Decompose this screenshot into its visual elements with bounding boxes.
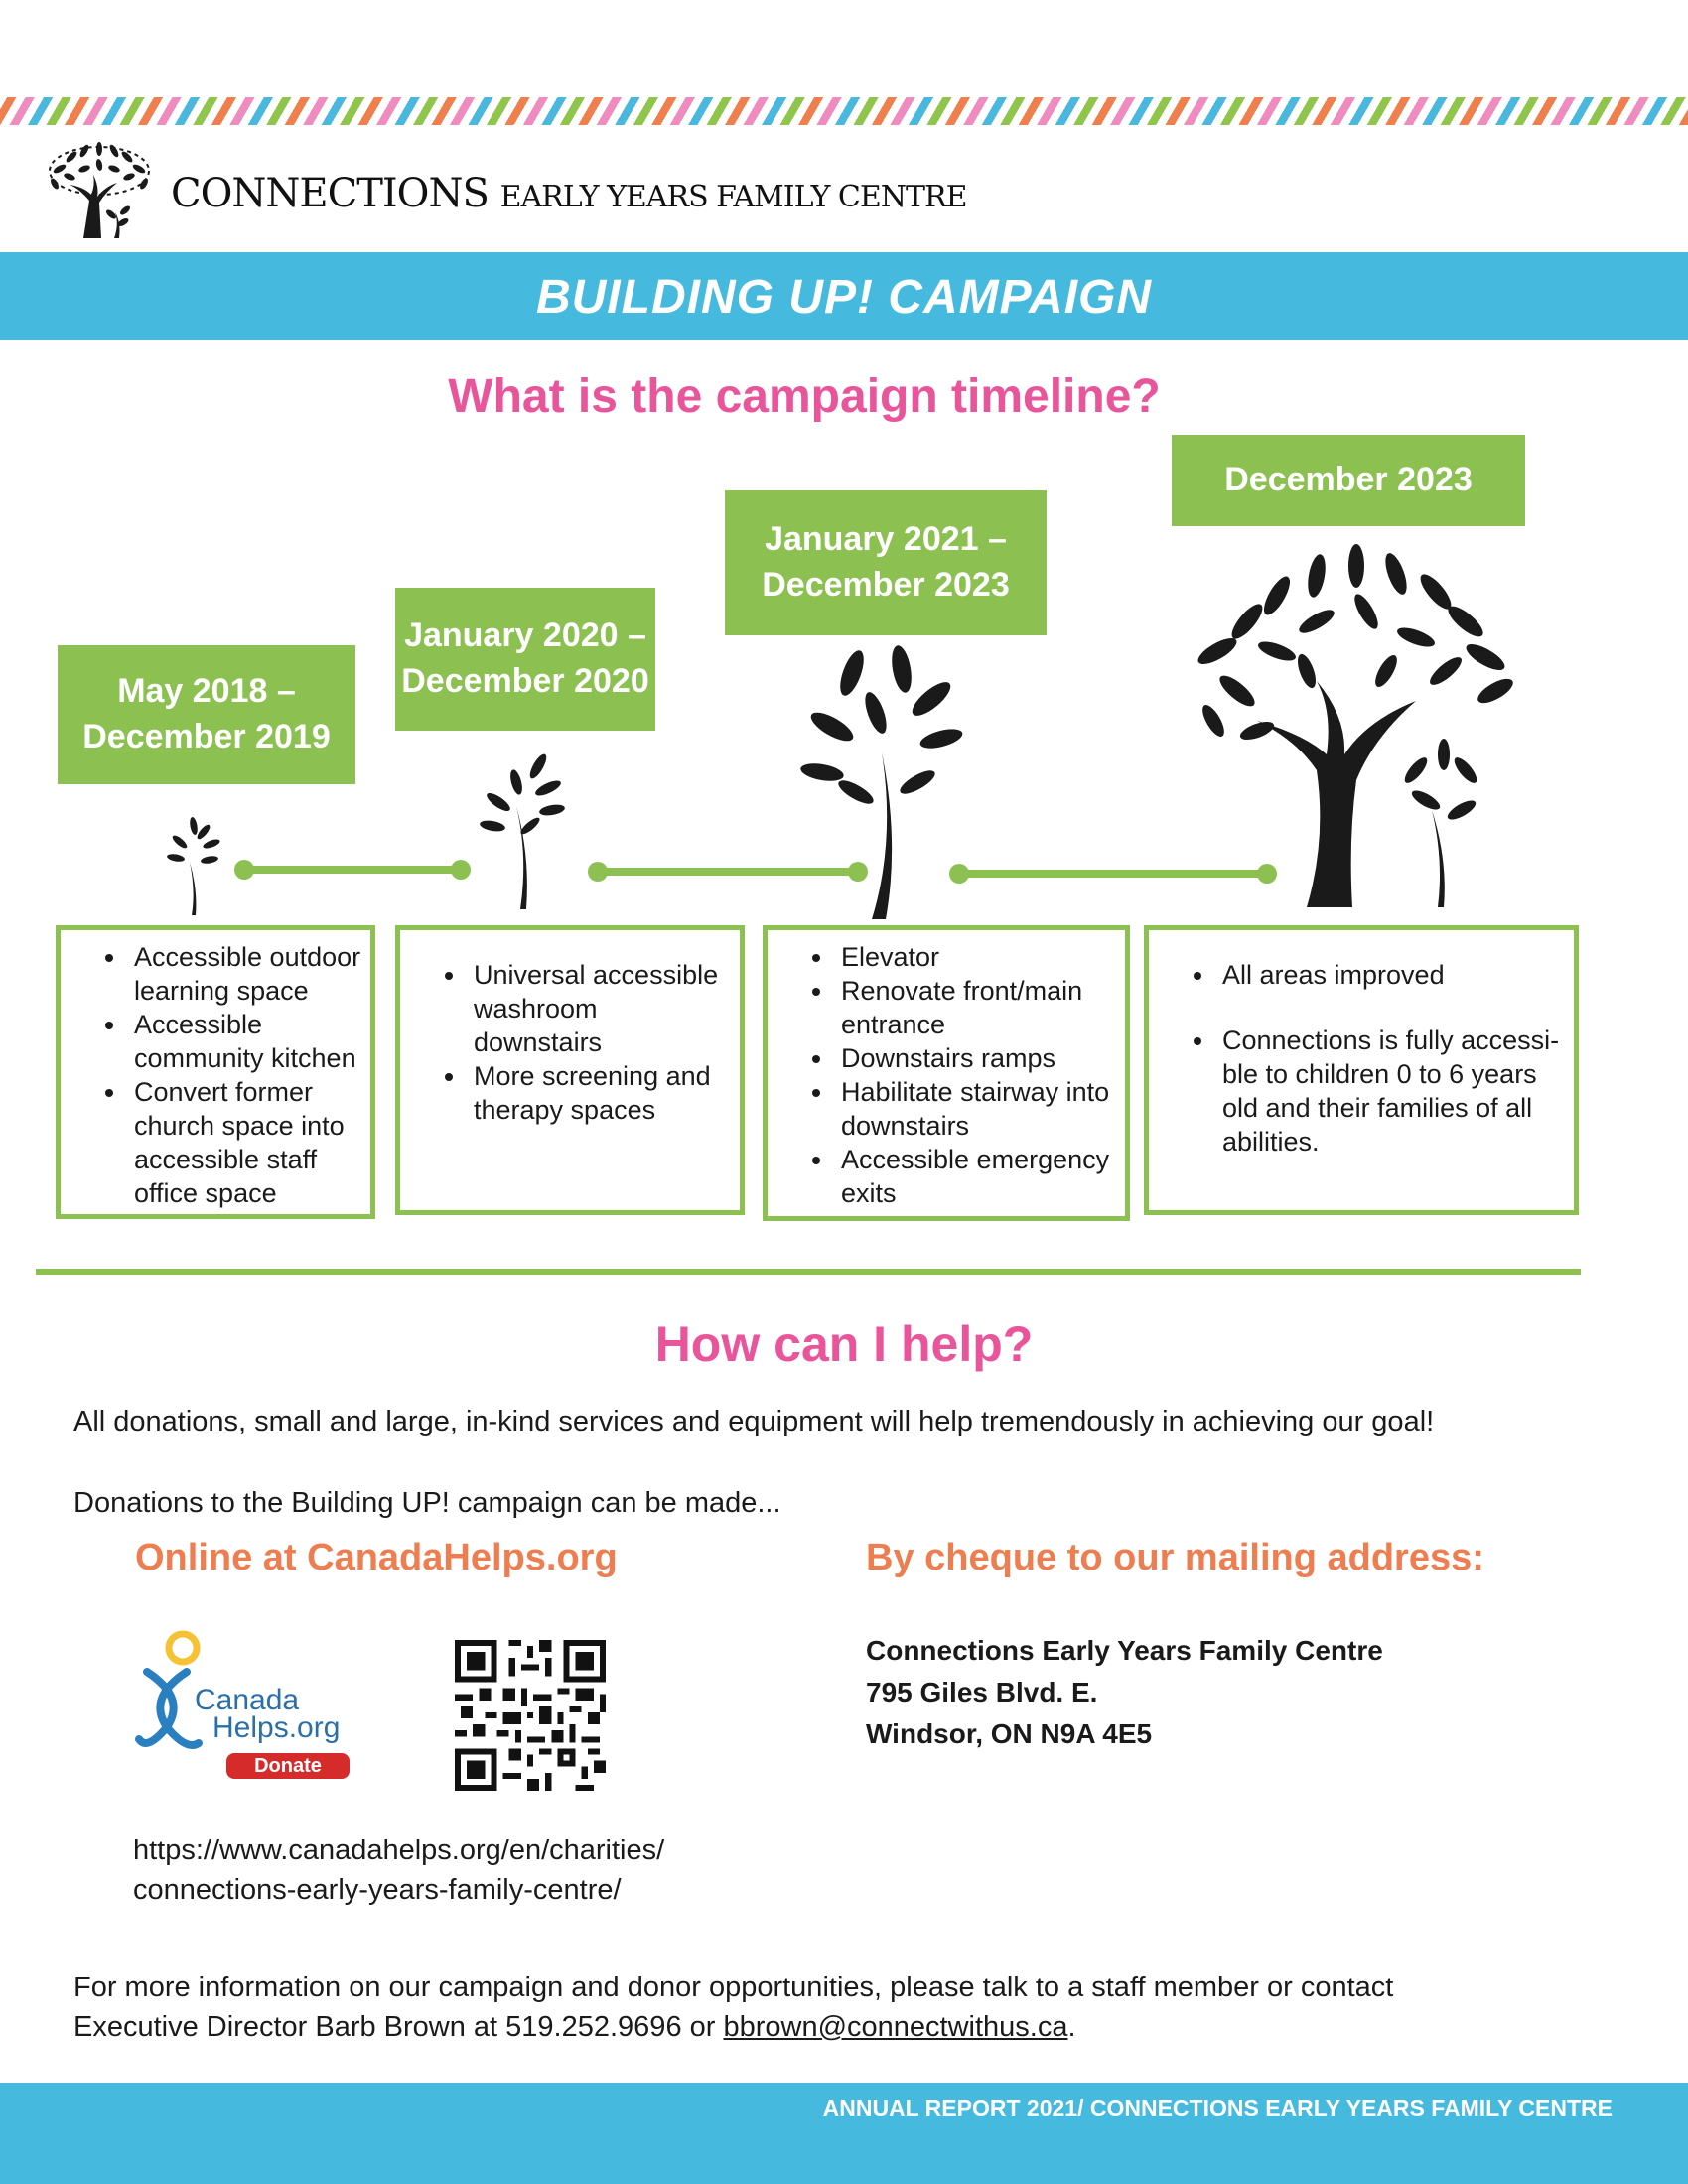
stage-4-list — [1157, 958, 1566, 1159]
address-line-3: Windsor, ON N9A 4E5 — [866, 1718, 1153, 1749]
donations-text: Donations to the Building UP! campaign can be made... — [73, 1487, 781, 1519]
campaign-title: BUILDING UP! CAMPAIGN — [535, 271, 1153, 324]
intro-text: All donations, small and large, in-kind services and equipment will help tremendously in achieving our goal! — [73, 1406, 1435, 1437]
stage-3-box — [763, 925, 1130, 1221]
organization-name-main: CONNECTIONS — [171, 171, 489, 216]
stage-1-date-line1: May 2018 – — [117, 672, 296, 711]
stage-3-date-box — [725, 490, 1047, 635]
list-item: • Convert former church space into accessible staff office space — [128, 1075, 362, 1210]
donate-button[interactable]: Donate — [226, 1753, 350, 1779]
section-divider — [36, 1269, 1581, 1275]
cheque-heading: By cheque to our mailing address: — [866, 1537, 1484, 1578]
sapling-icon — [469, 747, 578, 911]
more-info-text — [73, 1968, 1393, 2047]
list-item: • Universal accessible washroom downstairs — [468, 958, 732, 1059]
organization-name-rest: EARLY YEARS FAMILY CENTRE — [499, 180, 967, 214]
more-info-line2-suffix: . — [1067, 2011, 1076, 2043]
timeline-dot — [848, 862, 868, 882]
donation-url-line1[interactable]: https://www.canadahelps.org/en/charities/ — [133, 1835, 665, 1866]
timeline-connector — [244, 866, 461, 874]
list-item: • Accessible emergency exits — [835, 1143, 1117, 1210]
stage-2-date-box — [395, 588, 655, 731]
address-line-2: 795 Giles Blvd. E. — [866, 1677, 1098, 1707]
help-heading: How can I help? — [654, 1316, 1034, 1372]
address-line-1: Connections Early Years Family Centre — [866, 1635, 1383, 1666]
donation-url[interactable] — [133, 1831, 664, 1910]
stage-1-list — [69, 940, 362, 1210]
timeline-connector — [598, 868, 858, 876]
stage-1-date-box — [58, 645, 355, 784]
list-item: • Accessible community kitchen — [128, 1008, 362, 1075]
organization-name — [171, 171, 967, 216]
stage-4-date-line1: December 2023 — [1224, 461, 1473, 499]
mailing-address — [866, 1630, 1383, 1755]
stage-3-list — [775, 940, 1117, 1210]
stage-2-box — [395, 925, 745, 1215]
timeline-heading: What is the campaign timeline? — [448, 370, 1161, 423]
canadahelps-logo[interactable] — [127, 1628, 375, 1777]
email-link[interactable]: bbrown@connectwithus.ca — [723, 2011, 1068, 2043]
list-item: • Elevator — [835, 940, 1117, 974]
stage-3-date-line1: January 2021 – — [765, 520, 1007, 559]
stage-3-date-line2: December 2023 — [762, 566, 1010, 604]
mature-tree-icon — [1178, 542, 1545, 909]
more-info-line2-prefix: Executive Director Barb Brown at 519.252.9696 or — [73, 2011, 724, 2043]
decorative-stripe — [0, 97, 1688, 125]
stage-4-box — [1144, 925, 1579, 1215]
stage-2-date-line1: January 2020 – — [404, 616, 646, 655]
stage-4-date-box — [1172, 435, 1525, 526]
stage-1-date-line2: December 2019 — [82, 718, 331, 755]
donation-url-line2[interactable]: connections-early-years-family-centre/ — [133, 1874, 622, 1906]
timeline-dot — [451, 860, 471, 880]
sprout-small-icon — [154, 812, 233, 917]
timeline-dot — [1257, 864, 1277, 884]
list-item: • Habilitate stairway into downstairs — [835, 1075, 1117, 1143]
tree-logo-icon — [40, 139, 159, 243]
qr-code-icon[interactable] — [455, 1640, 606, 1791]
young-tree-icon — [792, 643, 977, 921]
logo-text-helps: Helps.org — [212, 1711, 341, 1744]
logo-text-canada: Canada — [195, 1684, 300, 1716]
more-info-line1: For more information on our campaign and donor opportunities, please talk to a staff member or contact — [73, 1972, 1394, 2003]
timeline-connector — [959, 870, 1267, 878]
list-item: • Accessible outdoor learning space — [128, 940, 362, 1008]
list-item: • Downstairs ramps — [835, 1041, 1117, 1075]
list-item: • All areas improved — [1216, 958, 1566, 992]
stage-1-box — [56, 925, 375, 1219]
list-item: • Renovate front/main entrance — [835, 974, 1117, 1041]
stage-2-list — [408, 958, 732, 1127]
list-item: • More screening and therapy spaces — [468, 1059, 732, 1127]
stage-2-date-line2: December 2020 — [401, 662, 649, 700]
footer-text: ANNUAL REPORT 2021/ CONNECTIONS EARLY YEARS FAMILY CENTRE — [822, 2095, 1613, 2120]
online-heading: Online at CanadaHelps.org — [135, 1537, 618, 1578]
list-item: • Connections is fully accessi-ble to children 0 to 6 years old and their families of all abilities. — [1216, 1024, 1566, 1159]
